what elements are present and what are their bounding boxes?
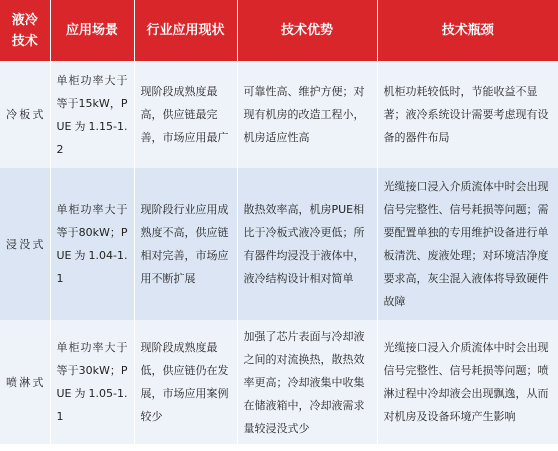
header-tech-label: 液冷技术 — [11, 12, 38, 49]
cell-advantage: 可靠性高、维护方便；对现有机房的改造工程小，机房适应性高 — [237, 61, 377, 168]
table-row — [0, 320, 558, 444]
cell-tech: 喷淋式 — [0, 320, 50, 444]
cell-tech: 冷板式 — [0, 61, 50, 168]
header-scene: 应用场景 — [50, 0, 134, 61]
cell-status: 现阶段成熟度最低，供应链仍在发展，市场应用案例较少 — [134, 320, 237, 444]
table-header-row — [0, 0, 558, 61]
cell-status: 现阶段成熟度最高，供应链最完善，市场应用最广 — [134, 61, 237, 168]
cell-bottleneck: 机柜功耗较低时，节能收益不显著；液冷系统设计需要考虑现有设备的器件布局 — [377, 61, 558, 168]
header-tech — [0, 0, 50, 61]
cell-tech: 浸没式 — [0, 168, 50, 320]
cell-status: 现阶段行业应用成熟度不高，供应链相对完善，市场应用不断扩展 — [134, 168, 237, 320]
cell-scene: 单柜功率大于等于80kW；PUE为1.04-1.1 — [50, 168, 134, 320]
table-row — [0, 168, 558, 320]
header-status: 行业应用现状 — [134, 0, 237, 61]
table-row — [0, 61, 558, 168]
cell-advantage: 散热效率高，机房PUE相比于冷板式液冷更低；所有器件均浸没于液体中，液冷结构设计相对简单 — [237, 168, 377, 320]
cell-bottleneck: 光缆接口浸入介质流体中时会出现信号完整性、信号耗损等问题；喷淋过程中冷却液会出现飘逸，从而对机房及设备环境产生影响 — [377, 320, 558, 444]
cell-scene: 单柜功率大于等于30kW；PUE为1.05-1.1 — [50, 320, 134, 444]
cell-scene: 单柜功率大于等于15kW，PUE为1.15-1.2 — [50, 61, 134, 168]
header-bottleneck: 技术瓶颈 — [377, 0, 558, 61]
header-advantage: 技术优势 — [237, 0, 377, 61]
cell-advantage: 加强了芯片表面与冷却液之间的对流换热，散热效率更高；冷却液集中收集在储液箱中，冷却液需求量较浸没式少 — [237, 320, 377, 444]
cell-bottleneck: 光缆接口浸入介质流体中时会出现信号完整性、信号耗损等问题；需要配置单独的专用维护设备进行单板清洗、废液处理；对环境洁净度要求高，灰尘混入液体将导致硬件故障 — [377, 168, 558, 320]
